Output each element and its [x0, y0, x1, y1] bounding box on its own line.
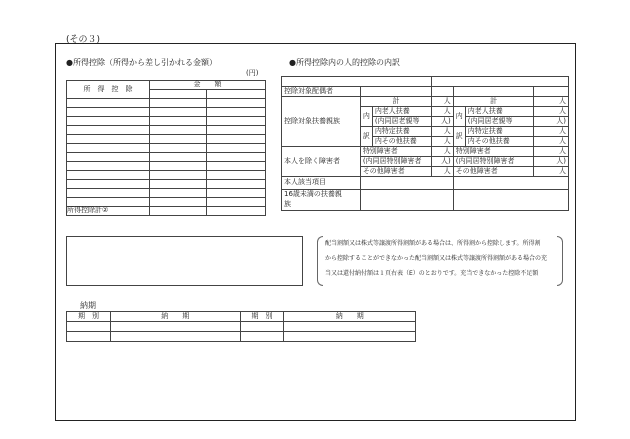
table-row	[67, 207, 266, 216]
self-applicable-label: 本人該当項目	[282, 177, 361, 190]
installments-title: 納期	[80, 301, 96, 310]
personal-deduction-title: ●所得控除内の人的控除の内訳	[289, 58, 400, 67]
note-line: 当又は還付納付額は１頁右表（E）のとおりです。充当できなかった控除不足額	[325, 270, 539, 277]
cohabit-elderly-label: (内同居老親等	[465, 117, 534, 127]
person-unit-paren: 人)	[534, 157, 569, 167]
person-unit: 人	[432, 137, 453, 147]
special-disabled-label: 特別障害者	[360, 147, 431, 157]
table-row	[67, 126, 266, 135]
special-disabled-label: 特別障害者	[453, 147, 534, 157]
breakdown-label: 訳	[453, 127, 465, 147]
person-unit: 人	[432, 97, 453, 107]
person-unit: 人	[432, 167, 453, 177]
elderly-label: 内老人扶養	[465, 107, 534, 117]
table-row	[67, 144, 266, 153]
person-unit: 人	[534, 167, 569, 177]
person-unit: 人	[534, 147, 569, 157]
dependents-label: 控除対象扶養親族	[282, 97, 361, 147]
table-row	[282, 190, 569, 211]
other-disabled-label: その他障害者	[453, 167, 534, 177]
person-unit: 人	[432, 147, 453, 157]
spouse-label: 控除対象配偶者	[282, 87, 361, 97]
other-dependents-label: 内その他扶養	[372, 137, 431, 147]
table-row	[67, 117, 266, 126]
table-row	[67, 332, 416, 342]
table-row	[282, 177, 569, 190]
person-unit: 人	[534, 97, 569, 107]
dependents-total-label: 計	[360, 97, 431, 107]
table-row	[67, 162, 266, 171]
installment-table	[66, 311, 416, 342]
cohabit-special-label: (内同居特別障害者	[360, 157, 431, 167]
elderly-label: 内老人扶養	[372, 107, 431, 117]
inner-label: 内	[360, 107, 372, 127]
income-deduction-table	[66, 80, 266, 216]
specified-label: 内特定扶養	[465, 127, 534, 137]
note-line: 配当割額又は株式等譲渡所得割額がある場合は、所得割から控除します。所得割	[325, 240, 541, 247]
note-line: から控除することができなかった配当割額又は株式等譲渡所得割額がある場合の充	[325, 255, 548, 262]
person-unit: 人	[534, 137, 569, 147]
inner-label: 内	[453, 107, 465, 127]
period-header: 期 別	[67, 312, 111, 322]
person-unit: 人	[534, 127, 569, 137]
income-deduction-title: ●所得控除（所得から差し引かれる金額）	[66, 58, 217, 67]
other-dependents-label: 内その他扶養	[465, 137, 534, 147]
deduction-header: 所 得 控 除	[67, 81, 150, 99]
amount-header: 金 額	[150, 81, 266, 90]
person-unit-paren: 人)	[432, 157, 453, 167]
table-row	[67, 153, 266, 162]
table-row	[67, 180, 266, 189]
table-row	[282, 147, 569, 157]
table-row	[67, 108, 266, 117]
specified-label: 内特定扶養	[372, 127, 431, 137]
table-row	[67, 171, 266, 180]
table-row	[67, 189, 266, 198]
due-header: 納 期	[110, 312, 240, 322]
person-unit: 人	[432, 127, 453, 137]
under16-label: 16歳未満の扶養親 族	[282, 190, 361, 211]
person-unit: 人	[432, 107, 453, 117]
personal-deduction-table	[281, 76, 569, 211]
memo-box	[66, 236, 303, 286]
table-row	[67, 322, 416, 332]
table-row	[67, 81, 266, 90]
dividend-note	[317, 236, 563, 286]
disabled-label: 本人を除く障害者	[282, 147, 361, 177]
table-row	[282, 97, 569, 107]
deduction-total-label: 所得控除計②	[67, 207, 150, 216]
person-unit: 人	[534, 107, 569, 117]
dependents-total-label: 計	[453, 97, 534, 107]
table-row	[67, 99, 266, 108]
person-unit-paren: 人)	[432, 117, 453, 127]
breakdown-label: 訳	[360, 127, 372, 147]
table-row	[282, 77, 569, 87]
table-row	[67, 135, 266, 144]
table-row	[67, 312, 416, 322]
cohabit-elderly-label: (内同居老親等	[372, 117, 431, 127]
person-unit-paren: 人)	[534, 117, 569, 127]
page-label: (その３)	[66, 35, 101, 45]
yen-unit-label: (円)	[246, 69, 259, 77]
period-header: 期 別	[240, 312, 284, 322]
due-header: 納 期	[284, 312, 416, 322]
cohabit-special-label: (内同居特別障害者	[453, 157, 534, 167]
table-row	[282, 87, 569, 97]
other-disabled-label: その他障害者	[360, 167, 431, 177]
